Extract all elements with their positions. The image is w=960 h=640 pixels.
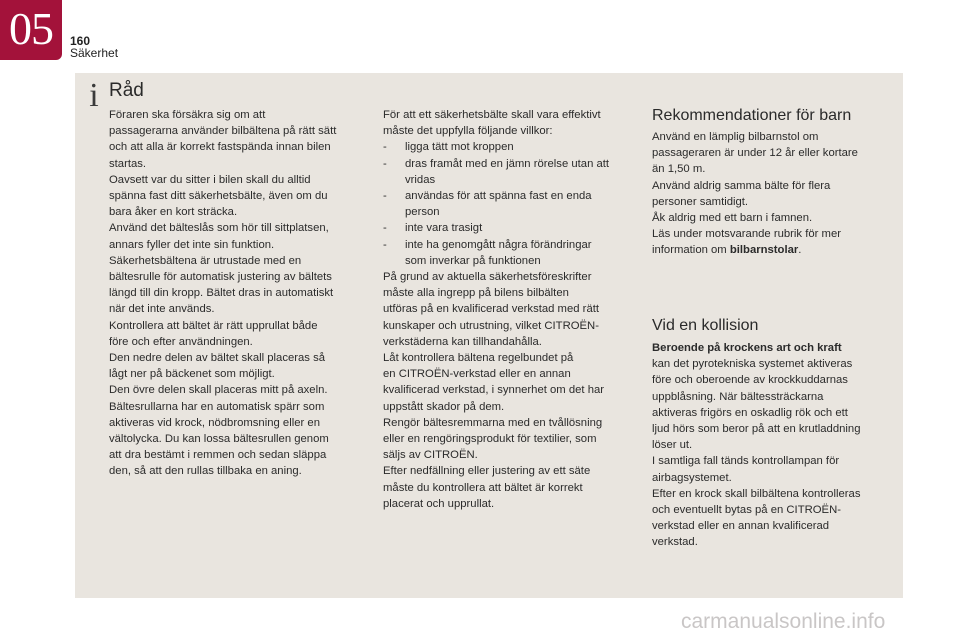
text-line: aktiveras vid krock, nödbromsning eller en <box>109 416 320 429</box>
text-line: eller en rengöringsprodukt för textilier, som <box>383 433 597 446</box>
list-dash: - <box>383 238 387 251</box>
list-dash: - <box>383 141 387 154</box>
text-line: och att alla är korrekt fastspända innan bilen <box>109 141 331 154</box>
text-line: måste alla ingrepp på bilens bilbälten <box>383 287 569 300</box>
list-item-text: inte ha genomgått några förändringar <box>405 238 592 251</box>
text-line: Efter en krock skall bilbältena kontrolleras <box>652 487 861 500</box>
text-line: spänna fast ditt säkerhetsbälte, även om du <box>109 190 328 203</box>
text-line: startas. <box>109 157 147 170</box>
text-line: den, så att den rullas tillbaka en aning. <box>109 465 302 478</box>
barn-keyword: bilbarnstolar <box>729 244 799 257</box>
list-item-text: vridas <box>405 173 436 186</box>
text-line: måste du kontrollera att bältet är korrekt <box>383 481 583 494</box>
watermark: carmanualsonline.info <box>681 610 886 633</box>
text-line: För att ett säkerhetsbälte skall vara effektivt <box>383 109 601 121</box>
list-item <box>383 156 633 188</box>
chapter-tab: 05 <box>0 0 62 60</box>
list-item <box>383 139 633 155</box>
rad-column-1 <box>109 107 364 480</box>
text-line: säljs av CITROËN. <box>383 449 478 462</box>
text-line: passageraren är under 12 år eller kortare <box>652 147 858 160</box>
barn-text <box>652 129 892 259</box>
list-item-text: ligga tätt mot kroppen <box>405 141 514 154</box>
text-line: Använd en lämplig bilbarnstol om <box>652 131 819 143</box>
text-line: ljud hörs som beror på att en krutladdning <box>652 423 861 436</box>
text-line: Använd aldrig samma bälte för flera <box>652 179 831 192</box>
text-line: en CITROËN-verkstad eller en annan <box>383 368 571 381</box>
section-title-rad: Råd <box>109 80 144 101</box>
text-line: uppblåsning. När bältessträckarna <box>652 390 824 403</box>
text-line: Använd det bälteslås som hör till sittplatsen, <box>109 222 329 235</box>
text-line: kan det pyrotekniska systemet aktiveras <box>652 358 853 371</box>
list-dash: - <box>383 157 387 170</box>
text-line: airbagsystemet. <box>652 471 732 484</box>
text-line: placerat och upprullat. <box>383 497 495 510</box>
text-line: utföras på en kvalificerad verkstad med rätt <box>383 303 599 316</box>
text-line: längd till din kropp. Bältet dras in automatiskt <box>109 287 334 300</box>
text-line: lågt ner på bäckenet som möjligt. <box>109 368 275 381</box>
section-label: Säkerhet <box>70 46 119 60</box>
text-line: när det inte används. <box>109 303 215 316</box>
list-item-text: dras framåt med en jämn rörelse utan att <box>405 157 610 170</box>
text-line: Den nedre delen av bältet skall placeras så <box>109 352 326 365</box>
text-line: På grund av aktuella säkerhetsföreskrifter <box>383 271 592 284</box>
list-item-text: som inverkar på funktionen <box>405 254 541 267</box>
text-line: Bältesrullarna har en automatisk spärr som <box>109 400 325 413</box>
text-line: före och efter användningen. <box>109 335 253 348</box>
text-line: aktiveras frigörs en oskadlig rök och ett <box>652 406 848 419</box>
text-line: och eventuellt bytas på en CITROËN- <box>652 504 841 517</box>
rad-column-2 <box>383 107 633 512</box>
text-line: måste det uppfylla följande villkor: <box>383 125 553 138</box>
kollision-text <box>652 340 892 551</box>
text-line: Låt kontrollera bältena regelbundet på <box>383 352 574 365</box>
text-line: före och oberoende av krockkuddarnas <box>652 374 848 387</box>
text-line: kvalificerad verkstad, i synnerhet om det har <box>383 384 605 397</box>
text-line: bältesrulle för automatisk justering av bältets <box>109 271 332 284</box>
list-item <box>383 220 633 236</box>
text-line: annars fyller det inte sin funktion. <box>109 238 275 251</box>
list-dash: - <box>383 190 387 203</box>
text-line: Rengör bältesremmarna med en tvållösning <box>383 416 603 429</box>
list-dash: - <box>383 222 387 235</box>
text-line: Kontrollera att bältet är rätt upprullat både <box>109 319 318 332</box>
page-number: 160 <box>70 34 91 48</box>
text-line: löser ut. <box>652 439 693 452</box>
text-line: uppstått skador på dem. <box>383 400 505 413</box>
text-line: Säkerhetsbältena är utrustade med en <box>109 254 302 267</box>
text-line: vältolycka. Du kan lossa bältesrullen genom <box>109 433 329 446</box>
section-title-kollision: Vid en kollision <box>652 317 759 334</box>
text-line: att dra bestämt i remmen och sedan släppa <box>109 449 327 462</box>
text-line: Läs under motsvarande rubrik för mer <box>652 228 841 241</box>
text-line: Föraren ska försäkra sig om att <box>109 109 266 121</box>
info-icon: i <box>89 77 99 114</box>
text-line: än 1,50 m. <box>652 163 706 176</box>
text-line: verkstad. <box>652 536 698 549</box>
text-line: I samtliga fall tänds kontrollampan för <box>652 455 840 468</box>
text-line: Oavsett var du sitter i bilen skall du alltid <box>109 173 311 186</box>
kollision-bold-line: Beroende på krockens art och kraft <box>652 342 842 354</box>
text-line: bara åker en kort sträcka. <box>109 206 238 219</box>
section-title-barn: Rekommendationer för barn <box>652 107 852 124</box>
list-item <box>383 188 633 220</box>
list-item-text: användas för att spänna fast en enda <box>405 190 592 203</box>
text-line: Efter nedfällning eller justering av ett säte <box>383 465 591 478</box>
text-line: Den övre delen skall placeras mitt på axeln. <box>109 384 328 397</box>
text-line: kunskaper och utrustning, vilket CITROËN- <box>383 319 599 332</box>
text-line: verkstäderna kan tillhandahålla. <box>383 335 542 348</box>
barn-last-line: information om bilbarnstolar. <box>652 244 802 257</box>
text-line: Åk aldrig med ett barn i famnen. <box>652 212 813 225</box>
text-line: passagerarna använder bilbältena på rätt sätt <box>109 125 337 138</box>
list-item-text: person <box>405 206 440 219</box>
text-line: personer samtidigt. <box>652 195 749 208</box>
text-line: verkstad eller en annan kvalificerad <box>652 520 830 533</box>
list-item-text: inte vara trasigt <box>405 222 483 235</box>
list-item <box>383 237 633 269</box>
